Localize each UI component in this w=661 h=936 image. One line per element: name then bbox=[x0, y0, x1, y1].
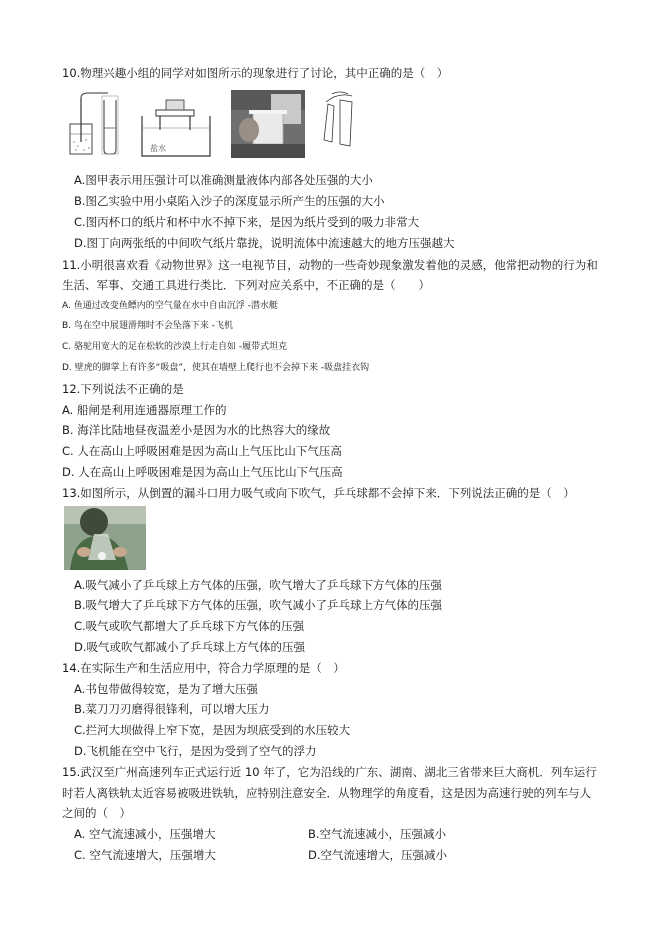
figure-table-in-sand bbox=[140, 96, 212, 158]
q14-stem: 14.在实际生产和生活应用中，符合力学原理的是（ ） bbox=[62, 661, 345, 675]
sand-label: 盐水 bbox=[150, 144, 166, 153]
q14-option-c: C.拦河大坝做得上窄下宽，是因为坝底受到的水压较大 bbox=[74, 723, 351, 737]
q13-option-b: B.吸气增大了乒乓球下方气体的压强，吹气减小了乒乓球上方气体的压强 bbox=[74, 598, 443, 612]
figure-funnel-ball-photo bbox=[64, 506, 146, 570]
q15-option-b: B.空气流速减小，压强减小 bbox=[308, 827, 447, 841]
figure-inverted-cup-photo bbox=[231, 90, 305, 158]
q13-option-c: C.吸气或吹气都增大了乒乓球下方气体的压强 bbox=[74, 619, 305, 633]
q11-stem-line1: 11.小明很喜欢看《动物世界》这一电视节目，动物的一些奇妙现象激发着他的灵感，他常把动物的行为和 bbox=[62, 258, 598, 272]
q15-stem-line3: 之间的（ ） bbox=[62, 806, 131, 820]
q13-stem: 13.如图所示，从倒置的漏斗口用力吸气或向下吹气，乒乓球都不会掉下来．下列说法正确的是（ ） bbox=[62, 486, 575, 500]
q11-stem-line2: 生活、军事、交通工具进行类比．下列对应关系中，不正确的是（ ） bbox=[62, 278, 430, 292]
q10-option-b: B.图乙实验中用小桌陷入沙子的深度显示所产生的压强的大小 bbox=[74, 194, 385, 208]
q13-option-a: A.吸气减小了乒乓球上方气体的压强，吹气增大了乒乓球下方气体的压强 bbox=[74, 578, 442, 592]
figure-blowing-papers bbox=[318, 90, 360, 156]
q15-stem-line1: 15.武汉至广州高速列车正式运行近 10 年了，它为沿线的广东、湖南、湖北三省带来巨大商机．列车运行 bbox=[62, 765, 597, 779]
q15-option-d: D.空气流速增大，压强减小 bbox=[308, 848, 448, 862]
q14-option-b: B.菜刀刀刃磨得很锋利，可以增大压力 bbox=[74, 702, 270, 716]
q14-option-a: A.书包带做得较宽，是为了增大压强 bbox=[74, 682, 258, 696]
q12-option-d: D. 人在高山上呼吸困难是因为高山上气压比山下气压高 bbox=[62, 465, 343, 479]
q15-option-a: A. 空气流速减小，压强增大 bbox=[74, 827, 216, 841]
q10-option-c: C.图丙杯口的纸片和杯中水不掉下来，是因为纸片受到的吸力非常大 bbox=[74, 215, 420, 229]
q10-stem: 10.物理兴趣小组的同学对如图所示的现象进行了讨论，其中正确的是（ ） bbox=[62, 66, 449, 80]
q12-option-b: B. 海洋比陆地昼夜温差小是因为水的比热容大的缘故 bbox=[62, 423, 331, 437]
q12-option-a: A. 船闸是利用连通器原理工作的 bbox=[62, 403, 227, 417]
q11-option-d: D. 壁虎的脚掌上有许多“吸盘”，使其在墙壁上爬行也不会掉下来 -吸盘挂衣钩 bbox=[62, 363, 370, 373]
q14-option-d: D.飞机能在空中飞行，是因为受到了空气的浮力 bbox=[74, 744, 317, 758]
q10-option-a: A.图甲表示用压强计可以准确测量液体内部各处压强的大小 bbox=[74, 173, 373, 187]
q15-stem-line2: 时若人离铁轨太近容易被吸进铁轨，应特别注意安全．从物理学的角度看，这是因为高速行驶的列车与人 bbox=[62, 786, 591, 800]
q11-option-b: B. 鸟在空中展翅滑翔时不会坠落下来 -飞机 bbox=[62, 321, 234, 331]
q11-option-a: A. 鱼通过改变鱼鳔内的空气量在水中自由沉浮 -潜水艇 bbox=[62, 301, 278, 311]
q13-option-d: D.吸气或吹气都减小了乒乓球上方气体的压强 bbox=[74, 640, 306, 654]
q12-option-c: C. 人在高山上呼吸困难是因为高山上气压比山下气压高 bbox=[62, 444, 342, 458]
q10-option-d: D.图丁向两张纸的中间吹气纸片靠拢，说明流体中流速越大的地方压强越大 bbox=[74, 236, 455, 250]
q12-stem: 12.下列说法不正确的是 bbox=[62, 382, 184, 396]
figure-pressure-gauge bbox=[64, 90, 122, 158]
q11-option-c: C. 骆驼用宽大的足在松软的沙漠上行走自如 -履带式坦克 bbox=[62, 342, 288, 352]
q15-option-c: C. 空气流速增大，压强增大 bbox=[74, 848, 216, 862]
